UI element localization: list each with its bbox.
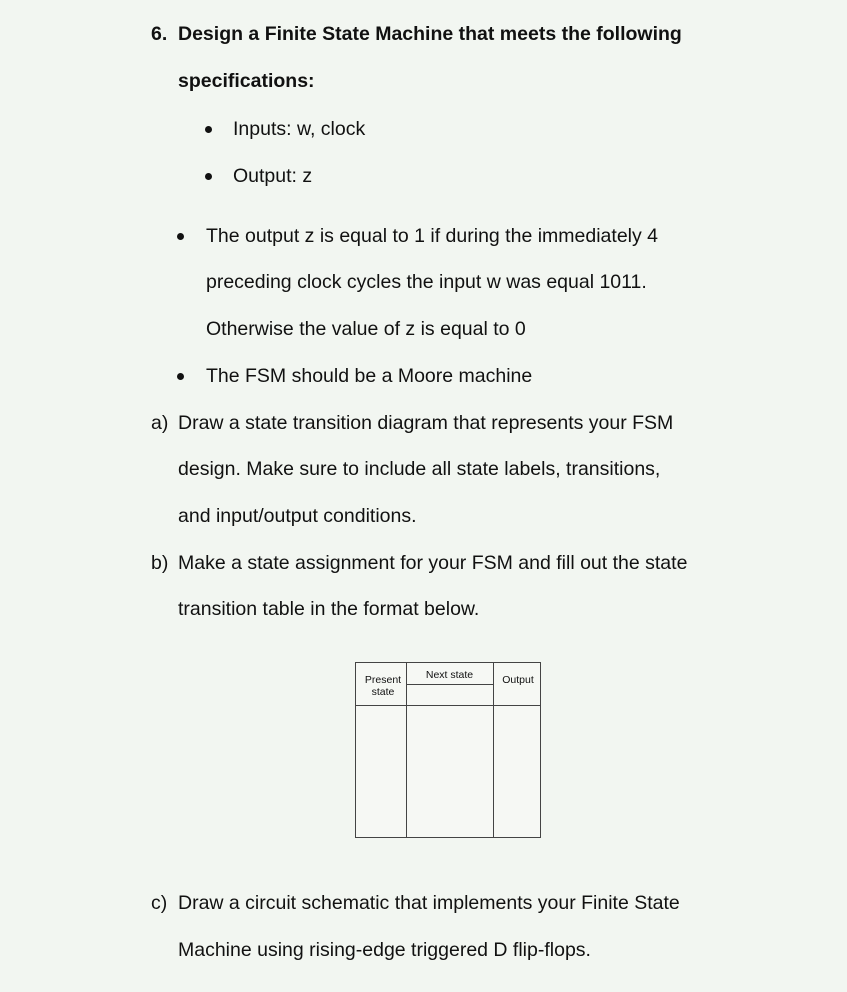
spec-inputs: Inputs: w, clock: [233, 118, 366, 140]
table-header-divider: [406, 684, 493, 685]
question-title-line1: Design a Finite State Machine that meets the following: [178, 23, 682, 45]
bullet-icon: [177, 233, 184, 240]
part-a-line2: design. Make sure to include all state labels, transitions,: [178, 458, 661, 480]
part-c-line2: Machine using rising-edge triggered D flip-flops.: [178, 939, 591, 961]
table-header-output: Output: [502, 674, 534, 686]
question-number: 6.: [151, 23, 168, 45]
table-header-divider: [356, 705, 540, 706]
part-c-line1: Draw a circuit schematic that implements your Finite State: [178, 892, 680, 914]
part-a-label: a): [151, 412, 169, 434]
table-column-divider: [493, 663, 494, 837]
table-column-divider: [406, 663, 407, 837]
spec-output: Output: z: [233, 165, 313, 187]
table-header-next-state: Next state: [425, 669, 474, 681]
part-b-line2: transition table in the format below.: [178, 598, 480, 620]
part-b-label: b): [151, 552, 169, 574]
requirement-1-line2: preceding clock cycles the input w was equal 1011.: [206, 271, 647, 293]
requirement-1-line3: Otherwise the value of z is equal to 0: [206, 318, 526, 340]
requirement-2: The FSM should be a Moore machine: [206, 365, 533, 387]
part-a-line3: and input/output conditions.: [178, 505, 417, 527]
part-b-line1: Make a state assignment for your FSM and fill out the state: [178, 552, 688, 574]
bullet-icon: [205, 173, 212, 180]
requirement-1-line1: The output z is equal to 1 if during the immediately 4: [206, 225, 659, 247]
part-a-line1: Draw a state transition diagram that represents your FSM: [178, 412, 674, 434]
table-header-present-state: Present state: [364, 674, 402, 698]
question-title-line2: specifications:: [178, 70, 315, 92]
part-c-label: c): [151, 892, 168, 914]
state-transition-table: [355, 662, 541, 838]
bullet-icon: [205, 126, 212, 133]
bullet-icon: [177, 373, 184, 380]
